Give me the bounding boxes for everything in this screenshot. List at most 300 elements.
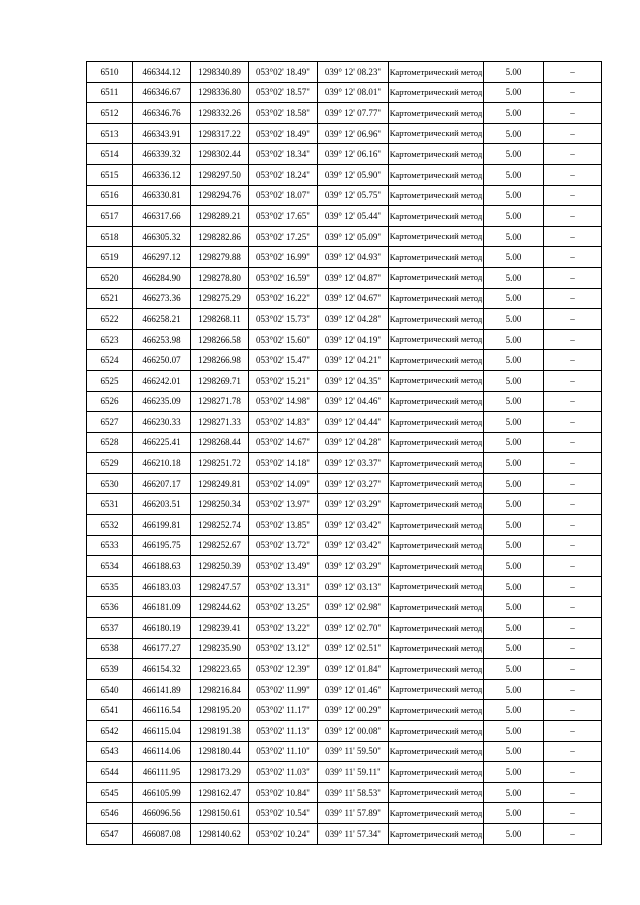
longitude-cell: 039° 11' 57.34"	[318, 823, 389, 844]
longitude-cell: 039° 12' 06.16"	[318, 144, 389, 165]
method-cell: Картометрический метод	[389, 659, 484, 680]
latitude-cell: 053°02' 13.49"	[249, 556, 318, 577]
x-coordinate-cell: 466235.09	[133, 391, 191, 412]
method-cell: Картометрический метод	[389, 700, 484, 721]
x-coordinate-cell: 466225.41	[133, 432, 191, 453]
method-cell: Картометрический метод	[389, 288, 484, 309]
description-cell: –	[544, 62, 602, 83]
method-cell: Картометрический метод	[389, 638, 484, 659]
point-number-cell: 6525	[87, 370, 133, 391]
longitude-cell: 039° 12' 05.75"	[318, 185, 389, 206]
method-cell: Картометрический метод	[389, 329, 484, 350]
accuracy-cell: 5.00	[484, 267, 544, 288]
table-row	[87, 823, 602, 844]
method-cell: Картометрический метод	[389, 82, 484, 103]
table-row	[87, 721, 602, 742]
accuracy-cell: 5.00	[484, 412, 544, 433]
x-coordinate-cell: 466339.32	[133, 144, 191, 165]
x-coordinate-cell: 466180.19	[133, 618, 191, 639]
y-coordinate-cell: 1298251.72	[191, 453, 249, 474]
longitude-cell: 039° 12' 04.21"	[318, 350, 389, 371]
longitude-cell: 039° 12' 04.87"	[318, 267, 389, 288]
x-coordinate-cell: 466305.32	[133, 226, 191, 247]
accuracy-cell: 5.00	[484, 741, 544, 762]
x-coordinate-cell: 466253.98	[133, 329, 191, 350]
latitude-cell: 053°02' 16.99"	[249, 247, 318, 268]
accuracy-cell: 5.00	[484, 370, 544, 391]
method-cell: Картометрический метод	[389, 103, 484, 124]
y-coordinate-cell: 1298173.29	[191, 762, 249, 783]
point-number-cell: 6532	[87, 515, 133, 536]
description-cell: –	[544, 391, 602, 412]
point-number-cell: 6543	[87, 741, 133, 762]
longitude-cell: 039° 12' 08.01"	[318, 82, 389, 103]
point-number-cell: 6513	[87, 123, 133, 144]
y-coordinate-cell: 1298195.20	[191, 700, 249, 721]
latitude-cell: 053°02' 13.25"	[249, 597, 318, 618]
description-cell: –	[544, 823, 602, 844]
longitude-cell: 039° 12' 05.90"	[318, 164, 389, 185]
x-coordinate-cell: 466258.21	[133, 309, 191, 330]
latitude-cell: 053°02' 17.25"	[249, 226, 318, 247]
longitude-cell: 039° 12' 05.44"	[318, 206, 389, 227]
accuracy-cell: 5.00	[484, 62, 544, 83]
y-coordinate-cell: 1298282.86	[191, 226, 249, 247]
method-cell: Картометрический метод	[389, 350, 484, 371]
method-cell: Картометрический метод	[389, 267, 484, 288]
x-coordinate-cell: 466188.63	[133, 556, 191, 577]
latitude-cell: 053°02' 18.58"	[249, 103, 318, 124]
table-row	[87, 350, 602, 371]
point-number-cell: 6523	[87, 329, 133, 350]
accuracy-cell: 5.00	[484, 247, 544, 268]
x-coordinate-cell: 466115.04	[133, 721, 191, 742]
table-row	[87, 618, 602, 639]
accuracy-cell: 5.00	[484, 206, 544, 227]
latitude-cell: 053°02' 10.24"	[249, 823, 318, 844]
x-coordinate-cell: 466343.91	[133, 123, 191, 144]
y-coordinate-cell: 1298250.39	[191, 556, 249, 577]
point-number-cell: 6529	[87, 453, 133, 474]
point-number-cell: 6545	[87, 782, 133, 803]
y-coordinate-cell: 1298340.89	[191, 62, 249, 83]
method-cell: Картометрический метод	[389, 144, 484, 165]
latitude-cell: 053°02' 16.59"	[249, 267, 318, 288]
accuracy-cell: 5.00	[484, 288, 544, 309]
latitude-cell: 053°02' 11.13"	[249, 721, 318, 742]
description-cell: –	[544, 741, 602, 762]
y-coordinate-cell: 1298289.21	[191, 206, 249, 227]
longitude-cell: 039° 11' 58.53"	[318, 782, 389, 803]
table-row	[87, 659, 602, 680]
x-coordinate-cell: 466250.07	[133, 350, 191, 371]
coordinates-table	[86, 61, 602, 845]
accuracy-cell: 5.00	[484, 823, 544, 844]
longitude-cell: 039° 12' 02.98"	[318, 597, 389, 618]
y-coordinate-cell: 1298269.71	[191, 370, 249, 391]
latitude-cell: 053°02' 18.34"	[249, 144, 318, 165]
y-coordinate-cell: 1298150.61	[191, 803, 249, 824]
point-number-cell: 6528	[87, 432, 133, 453]
method-cell: Картометрический метод	[389, 206, 484, 227]
point-number-cell: 6533	[87, 535, 133, 556]
table-row	[87, 432, 602, 453]
x-coordinate-cell: 466297.12	[133, 247, 191, 268]
y-coordinate-cell: 1298271.33	[191, 412, 249, 433]
description-cell: –	[544, 144, 602, 165]
accuracy-cell: 5.00	[484, 515, 544, 536]
x-coordinate-cell: 466210.18	[133, 453, 191, 474]
point-number-cell: 6517	[87, 206, 133, 227]
method-cell: Картометрический метод	[389, 679, 484, 700]
description-cell: –	[544, 762, 602, 783]
x-coordinate-cell: 466096.56	[133, 803, 191, 824]
longitude-cell: 039° 12' 03.29"	[318, 556, 389, 577]
method-cell: Картометрический метод	[389, 453, 484, 474]
latitude-cell: 053°02' 15.21"	[249, 370, 318, 391]
accuracy-cell: 5.00	[484, 556, 544, 577]
description-cell: –	[544, 473, 602, 494]
table-row	[87, 309, 602, 330]
table-row	[87, 164, 602, 185]
description-cell: –	[544, 618, 602, 639]
accuracy-cell: 5.00	[484, 226, 544, 247]
method-cell: Картометрический метод	[389, 473, 484, 494]
point-number-cell: 6518	[87, 226, 133, 247]
x-coordinate-cell: 466114.06	[133, 741, 191, 762]
x-coordinate-cell: 466317.66	[133, 206, 191, 227]
longitude-cell: 039° 12' 01.46"	[318, 679, 389, 700]
latitude-cell: 053°02' 13.31"	[249, 576, 318, 597]
method-cell: Картометрический метод	[389, 226, 484, 247]
latitude-cell: 053°02' 18.24"	[249, 164, 318, 185]
x-coordinate-cell: 466105.99	[133, 782, 191, 803]
method-cell: Картометрический метод	[389, 412, 484, 433]
x-coordinate-cell: 466199.81	[133, 515, 191, 536]
y-coordinate-cell: 1298140.62	[191, 823, 249, 844]
latitude-cell: 053°02' 14.67"	[249, 432, 318, 453]
accuracy-cell: 5.00	[484, 679, 544, 700]
table-row	[87, 803, 602, 824]
accuracy-cell: 5.00	[484, 473, 544, 494]
description-cell: –	[544, 679, 602, 700]
point-number-cell: 6536	[87, 597, 133, 618]
point-number-cell: 6515	[87, 164, 133, 185]
method-cell: Картометрический метод	[389, 62, 484, 83]
longitude-cell: 039° 12' 07.77"	[318, 103, 389, 124]
method-cell: Картометрический метод	[389, 391, 484, 412]
method-cell: Картометрический метод	[389, 309, 484, 330]
latitude-cell: 053°02' 18.49"	[249, 62, 318, 83]
y-coordinate-cell: 1298271.78	[191, 391, 249, 412]
longitude-cell: 039° 12' 04.44"	[318, 412, 389, 433]
longitude-cell: 039° 12' 06.96"	[318, 123, 389, 144]
y-coordinate-cell: 1298332.26	[191, 103, 249, 124]
table-row	[87, 247, 602, 268]
latitude-cell: 053°02' 16.22"	[249, 288, 318, 309]
description-cell: –	[544, 576, 602, 597]
x-coordinate-cell: 466284.90	[133, 267, 191, 288]
y-coordinate-cell: 1298162.47	[191, 782, 249, 803]
y-coordinate-cell: 1298317.22	[191, 123, 249, 144]
description-cell: –	[544, 288, 602, 309]
latitude-cell: 053°02' 18.07"	[249, 185, 318, 206]
y-coordinate-cell: 1298302.44	[191, 144, 249, 165]
y-coordinate-cell: 1298268.11	[191, 309, 249, 330]
method-cell: Картометрический метод	[389, 164, 484, 185]
x-coordinate-cell: 466273.36	[133, 288, 191, 309]
longitude-cell: 039° 12' 01.84"	[318, 659, 389, 680]
table-row	[87, 535, 602, 556]
accuracy-cell: 5.00	[484, 638, 544, 659]
point-number-cell: 6537	[87, 618, 133, 639]
y-coordinate-cell: 1298252.74	[191, 515, 249, 536]
description-cell: –	[544, 329, 602, 350]
longitude-cell: 039° 12' 02.70"	[318, 618, 389, 639]
description-cell: –	[544, 309, 602, 330]
longitude-cell: 039° 12' 04.93"	[318, 247, 389, 268]
method-cell: Картометрический метод	[389, 721, 484, 742]
description-cell: –	[544, 556, 602, 577]
table-row	[87, 679, 602, 700]
y-coordinate-cell: 1298294.76	[191, 185, 249, 206]
latitude-cell: 053°02' 13.97"	[249, 494, 318, 515]
method-cell: Картометрический метод	[389, 762, 484, 783]
x-coordinate-cell: 466330.81	[133, 185, 191, 206]
latitude-cell: 053°02' 15.60"	[249, 329, 318, 350]
description-cell: –	[544, 638, 602, 659]
table-row	[87, 103, 602, 124]
latitude-cell: 053°02' 13.85"	[249, 515, 318, 536]
y-coordinate-cell: 1298250.34	[191, 494, 249, 515]
table-row	[87, 494, 602, 515]
longitude-cell: 039° 12' 04.35"	[318, 370, 389, 391]
description-cell: –	[544, 412, 602, 433]
y-coordinate-cell: 1298252.67	[191, 535, 249, 556]
point-number-cell: 6514	[87, 144, 133, 165]
longitude-cell: 039° 12' 03.29"	[318, 494, 389, 515]
description-cell: –	[544, 515, 602, 536]
point-number-cell: 6512	[87, 103, 133, 124]
table-row	[87, 782, 602, 803]
point-number-cell: 6527	[87, 412, 133, 433]
accuracy-cell: 5.00	[484, 185, 544, 206]
table-row	[87, 144, 602, 165]
longitude-cell: 039° 11' 59.11"	[318, 762, 389, 783]
y-coordinate-cell: 1298278.80	[191, 267, 249, 288]
y-coordinate-cell: 1298279.88	[191, 247, 249, 268]
y-coordinate-cell: 1298244.62	[191, 597, 249, 618]
table-row	[87, 638, 602, 659]
description-cell: –	[544, 700, 602, 721]
latitude-cell: 053°02' 13.72"	[249, 535, 318, 556]
point-number-cell: 6542	[87, 721, 133, 742]
point-number-cell: 6530	[87, 473, 133, 494]
method-cell: Картометрический метод	[389, 803, 484, 824]
method-cell: Картометрический метод	[389, 432, 484, 453]
longitude-cell: 039° 12' 03.27"	[318, 473, 389, 494]
point-number-cell: 6524	[87, 350, 133, 371]
latitude-cell: 053°02' 13.12"	[249, 638, 318, 659]
longitude-cell: 039° 12' 03.37"	[318, 453, 389, 474]
accuracy-cell: 5.00	[484, 782, 544, 803]
y-coordinate-cell: 1298268.44	[191, 432, 249, 453]
method-cell: Картометрический метод	[389, 494, 484, 515]
latitude-cell: 053°02' 17.65"	[249, 206, 318, 227]
longitude-cell: 039° 12' 03.13"	[318, 576, 389, 597]
y-coordinate-cell: 1298297.50	[191, 164, 249, 185]
latitude-cell: 053°02' 15.73"	[249, 309, 318, 330]
accuracy-cell: 5.00	[484, 103, 544, 124]
table-body	[87, 62, 602, 845]
description-cell: –	[544, 535, 602, 556]
point-number-cell: 6541	[87, 700, 133, 721]
longitude-cell: 039° 12' 04.19"	[318, 329, 389, 350]
x-coordinate-cell: 466336.12	[133, 164, 191, 185]
table-row	[87, 700, 602, 721]
longitude-cell: 039° 12' 04.46"	[318, 391, 389, 412]
accuracy-cell: 5.00	[484, 803, 544, 824]
latitude-cell: 053°02' 18.49"	[249, 123, 318, 144]
table-row	[87, 123, 602, 144]
method-cell: Картометрический метод	[389, 123, 484, 144]
latitude-cell: 053°02' 13.22"	[249, 618, 318, 639]
longitude-cell: 039° 12' 00.08"	[318, 721, 389, 742]
accuracy-cell: 5.00	[484, 144, 544, 165]
y-coordinate-cell: 1298235.90	[191, 638, 249, 659]
longitude-cell: 039° 12' 04.67"	[318, 288, 389, 309]
table-row	[87, 82, 602, 103]
y-coordinate-cell: 1298180.44	[191, 741, 249, 762]
method-cell: Картометрический метод	[389, 370, 484, 391]
description-cell: –	[544, 226, 602, 247]
x-coordinate-cell: 466116.54	[133, 700, 191, 721]
accuracy-cell: 5.00	[484, 309, 544, 330]
table-row	[87, 576, 602, 597]
longitude-cell: 039° 12' 03.42"	[318, 535, 389, 556]
description-cell: –	[544, 721, 602, 742]
latitude-cell: 053°02' 11.03"	[249, 762, 318, 783]
point-number-cell: 6520	[87, 267, 133, 288]
description-cell: –	[544, 350, 602, 371]
x-coordinate-cell: 466141.89	[133, 679, 191, 700]
table-row	[87, 556, 602, 577]
y-coordinate-cell: 1298247.57	[191, 576, 249, 597]
description-cell: –	[544, 164, 602, 185]
description-cell: –	[544, 453, 602, 474]
point-number-cell: 6521	[87, 288, 133, 309]
x-coordinate-cell: 466207.17	[133, 473, 191, 494]
method-cell: Картометрический метод	[389, 556, 484, 577]
table-row	[87, 515, 602, 536]
accuracy-cell: 5.00	[484, 391, 544, 412]
accuracy-cell: 5.00	[484, 350, 544, 371]
y-coordinate-cell: 1298249.81	[191, 473, 249, 494]
description-cell: –	[544, 782, 602, 803]
accuracy-cell: 5.00	[484, 576, 544, 597]
longitude-cell: 039° 12' 00.29"	[318, 700, 389, 721]
x-coordinate-cell: 466111.95	[133, 762, 191, 783]
description-cell: –	[544, 659, 602, 680]
accuracy-cell: 5.00	[484, 494, 544, 515]
x-coordinate-cell: 466346.67	[133, 82, 191, 103]
method-cell: Картометрический метод	[389, 782, 484, 803]
method-cell: Картометрический метод	[389, 823, 484, 844]
y-coordinate-cell: 1298216.84	[191, 679, 249, 700]
description-cell: –	[544, 123, 602, 144]
description-cell: –	[544, 267, 602, 288]
description-cell: –	[544, 370, 602, 391]
longitude-cell: 039° 12' 05.09"	[318, 226, 389, 247]
table-row	[87, 473, 602, 494]
x-coordinate-cell: 466230.33	[133, 412, 191, 433]
accuracy-cell: 5.00	[484, 123, 544, 144]
table-row	[87, 62, 602, 83]
method-cell: Картометрический метод	[389, 247, 484, 268]
table-row	[87, 741, 602, 762]
y-coordinate-cell: 1298223.65	[191, 659, 249, 680]
point-number-cell: 6534	[87, 556, 133, 577]
x-coordinate-cell: 466344.12	[133, 62, 191, 83]
table-row	[87, 185, 602, 206]
accuracy-cell: 5.00	[484, 164, 544, 185]
accuracy-cell: 5.00	[484, 659, 544, 680]
point-number-cell: 6526	[87, 391, 133, 412]
table-row	[87, 597, 602, 618]
longitude-cell: 039° 12' 04.28"	[318, 309, 389, 330]
description-cell: –	[544, 803, 602, 824]
description-cell: –	[544, 432, 602, 453]
accuracy-cell: 5.00	[484, 762, 544, 783]
latitude-cell: 053°02' 18.57"	[249, 82, 318, 103]
longitude-cell: 039° 12' 03.42"	[318, 515, 389, 536]
table-row	[87, 206, 602, 227]
longitude-cell: 039° 12' 04.28"	[318, 432, 389, 453]
method-cell: Картометрический метод	[389, 618, 484, 639]
table-row	[87, 267, 602, 288]
accuracy-cell: 5.00	[484, 721, 544, 742]
accuracy-cell: 5.00	[484, 453, 544, 474]
description-cell: –	[544, 494, 602, 515]
table-row	[87, 370, 602, 391]
accuracy-cell: 5.00	[484, 329, 544, 350]
point-number-cell: 6546	[87, 803, 133, 824]
accuracy-cell: 5.00	[484, 700, 544, 721]
method-cell: Картометрический метод	[389, 741, 484, 762]
point-number-cell: 6539	[87, 659, 133, 680]
longitude-cell: 039° 11' 59.50"	[318, 741, 389, 762]
description-cell: –	[544, 82, 602, 103]
table-row	[87, 762, 602, 783]
table-row	[87, 288, 602, 309]
y-coordinate-cell: 1298336.80	[191, 82, 249, 103]
y-coordinate-cell: 1298266.58	[191, 329, 249, 350]
x-coordinate-cell: 466203.51	[133, 494, 191, 515]
x-coordinate-cell: 466242.01	[133, 370, 191, 391]
point-number-cell: 6535	[87, 576, 133, 597]
y-coordinate-cell: 1298239.41	[191, 618, 249, 639]
description-cell: –	[544, 206, 602, 227]
point-number-cell: 6510	[87, 62, 133, 83]
table-row	[87, 226, 602, 247]
latitude-cell: 053°02' 14.98"	[249, 391, 318, 412]
table-row	[87, 453, 602, 474]
description-cell: –	[544, 597, 602, 618]
x-coordinate-cell: 466154.32	[133, 659, 191, 680]
x-coordinate-cell: 466087.08	[133, 823, 191, 844]
latitude-cell: 053°02' 15.47"	[249, 350, 318, 371]
description-cell: –	[544, 103, 602, 124]
